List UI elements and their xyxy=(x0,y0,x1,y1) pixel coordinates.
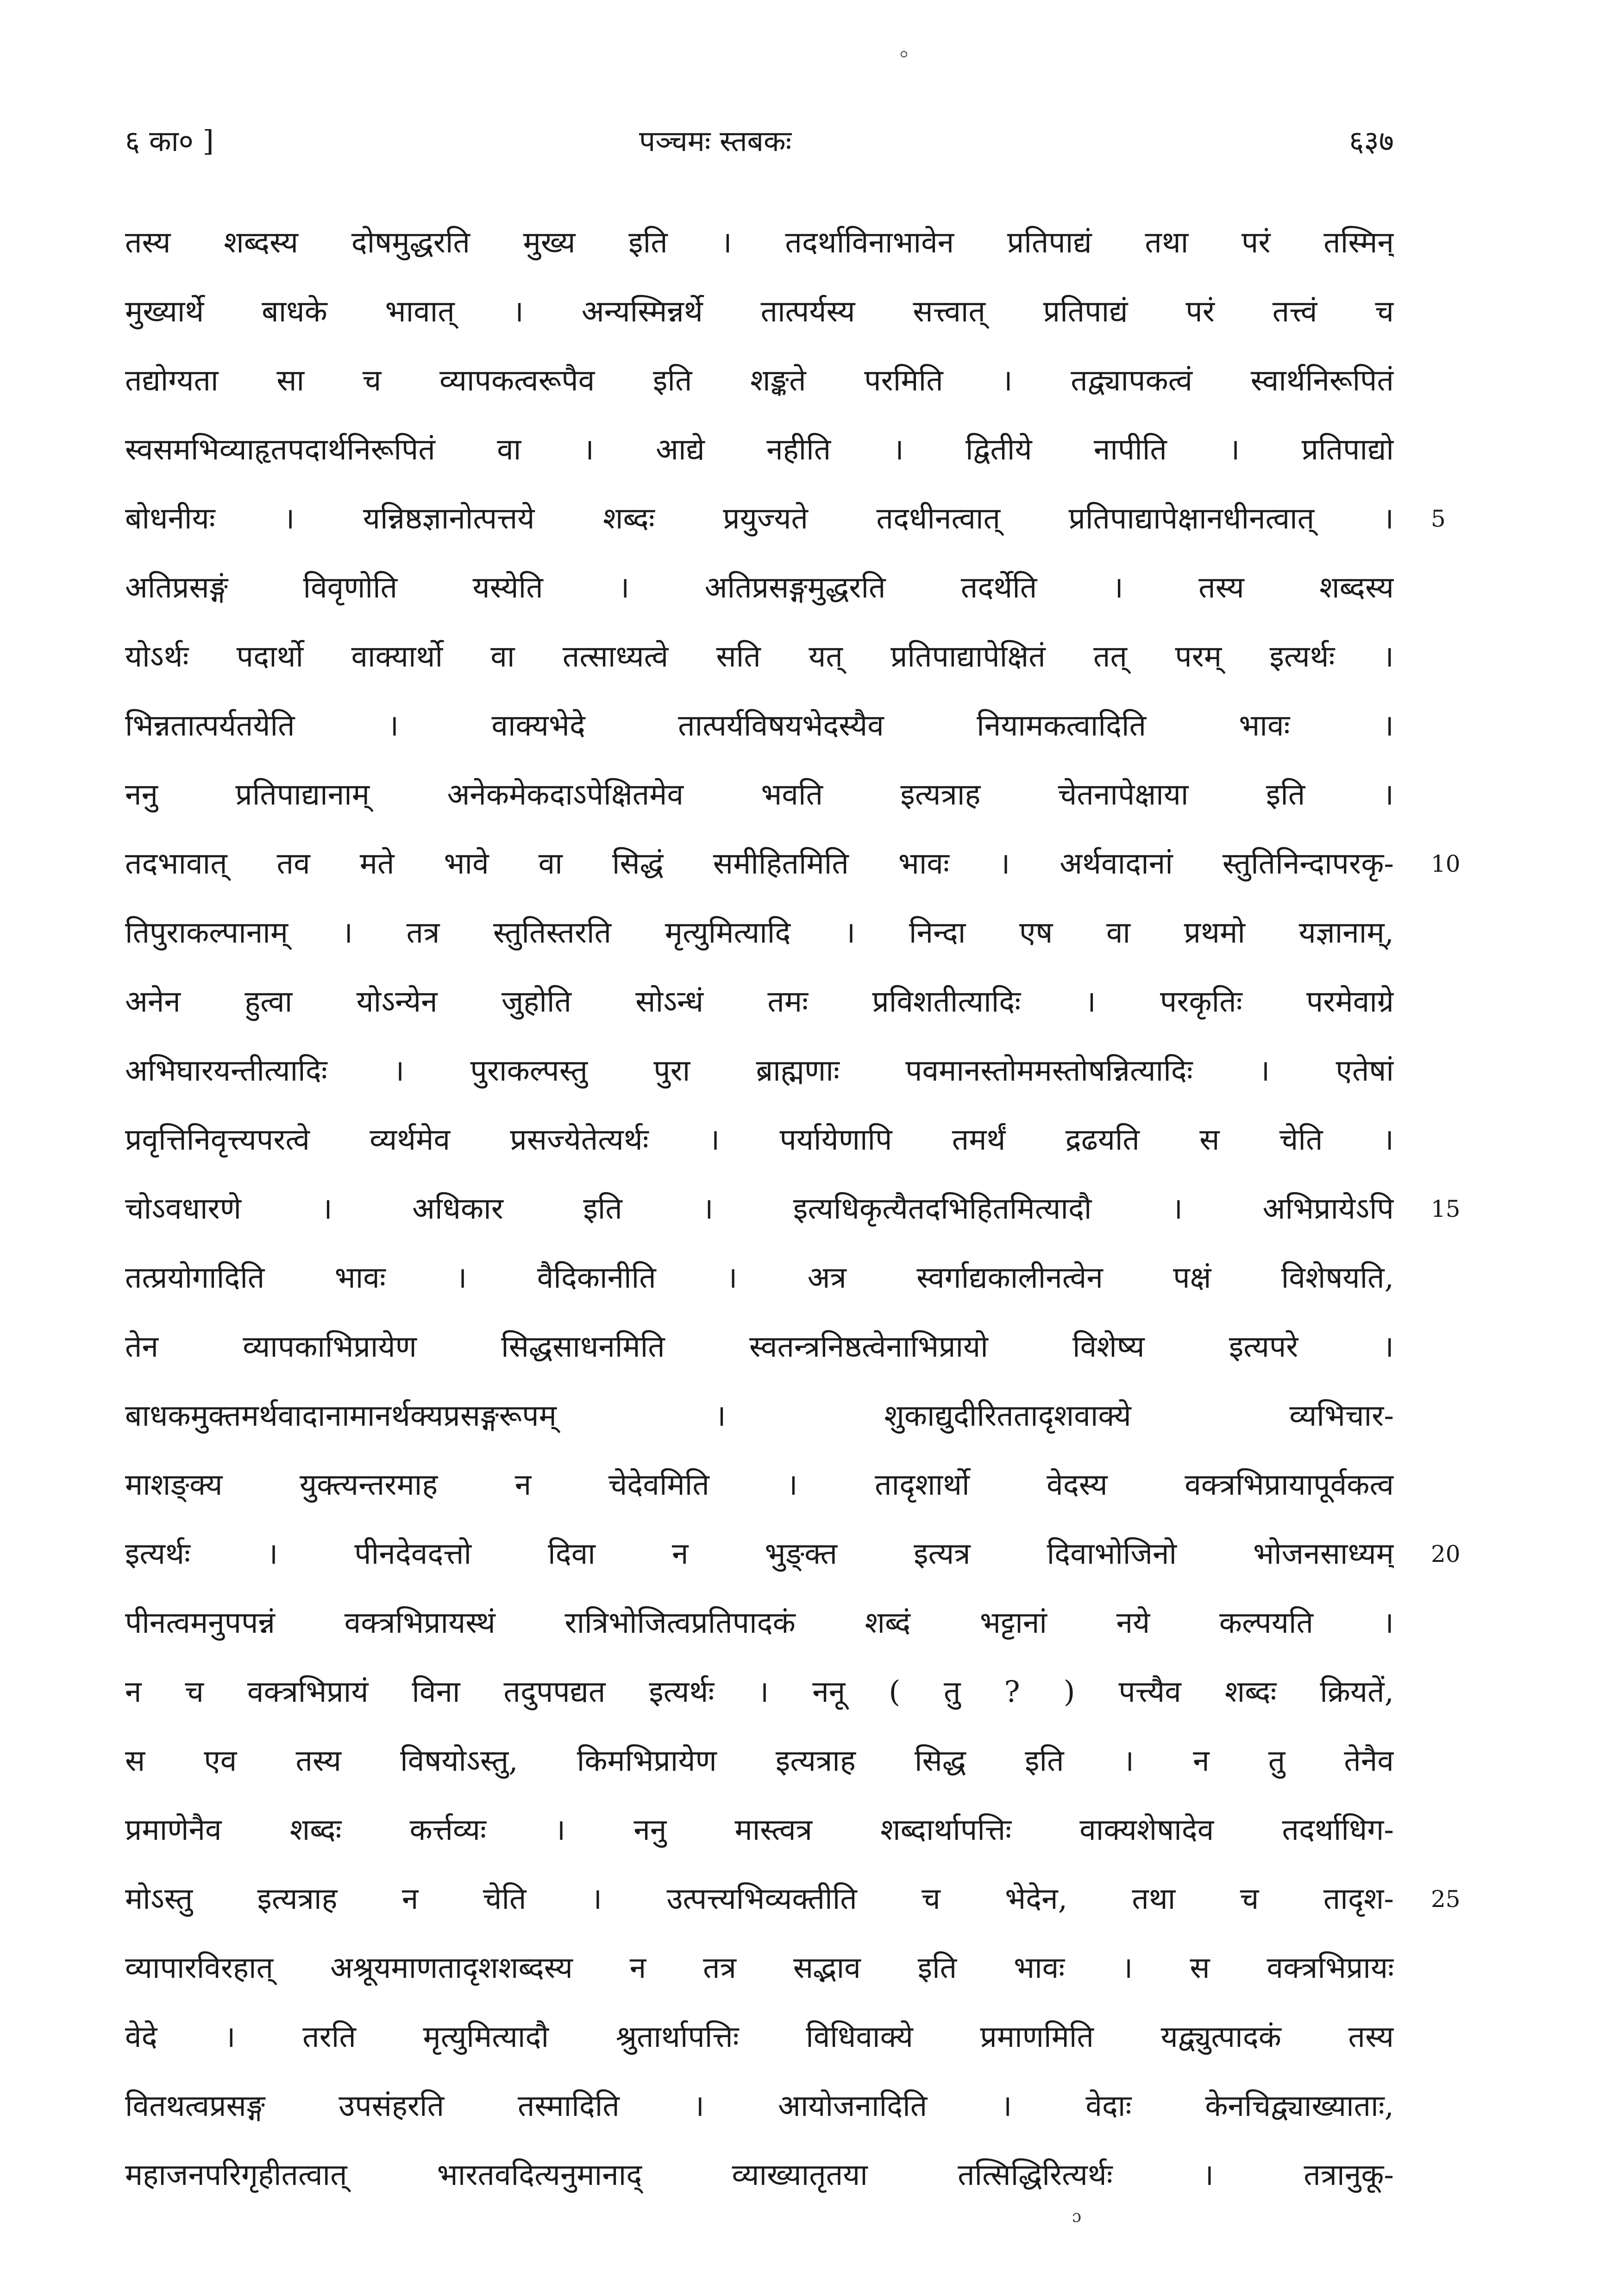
text-line: वेदे । तरति मृत्युमित्यादौ श्रुतार्थापत्तिः विधिवाक्ये प्रमाणमिति यद्व्युत्पादकं तस्य xyxy=(125,2020,1394,2054)
text-line: योऽर्थः पदार्थो वाक्यार्थो वा तत्साध्यत्वे सति यत् प्रतिपाद्यापेक्षितं तत् परम् इत्यर्थः । xyxy=(125,640,1394,674)
text-line: अतिप्रसङ्गं विवृणोति यस्येति । अतिप्रसङ्गमुद्धरति तदर्थेति । तस्य शब्दस्य xyxy=(125,571,1394,605)
text-line: तत्प्रयोगादिति भावः । वैदिकानीति । अत्र स्वर्गाद्यकालीनत्वेन पक्षं विशेषयति, xyxy=(125,1261,1394,1295)
line-number: 10 xyxy=(1431,850,1461,877)
text-line: इत्यर्थः । पीनदेवदत्तो दिवा न भुङ्क्त इत्यत्र दिवाभोजिनो भोजनसाध्यम् xyxy=(125,1537,1394,1571)
running-header xyxy=(125,116,1394,167)
text-line: स्वसमभिव्याहृतपदार्थनिरूपितं वा । आद्ये नहीति । द्वितीये नापीति । प्रतिपाद्यो xyxy=(125,433,1394,467)
text-line: अभिघारयन्तीत्यादिः । पुराकल्पस्तु पुरा ब्राह्मणाः पवमानस्तोममस्तोषन्नित्यादिः । एतेषां xyxy=(125,1054,1394,1088)
text-line: प्रवृत्तिनिवृत्त्यपरत्वे व्यर्थमेव प्रसज्येतेत्यर्थः । पर्यायेणापि तमर्थं द्रढयति स चेति । xyxy=(125,1123,1394,1157)
text-line: मोऽस्तु इत्यत्राह न चेति । उत्पत्त्यभिव्यक्तीति च भेदेन, तथा च तादृश- xyxy=(125,1882,1394,1916)
text-line: प्रमाणेनैव शब्दः कर्त्तव्यः । ननु मास्त्वत्र शब्दार्थापत्तिः वाक्यशेषादेव तदर्थाधिग- xyxy=(125,1813,1394,1847)
page-number: ६३७ xyxy=(1349,124,1394,158)
line-number: 15 xyxy=(1431,1196,1461,1222)
text-line: पीनत्वमनुपपन्नं वक्त्रभिप्रायस्थं रात्रिभोजित्वप्रतिपादकं शब्दं भट्टानां नये कल्पयति । xyxy=(125,1606,1394,1640)
text-line: महाजनपरिगृहीतत्वात् भारतवदित्यनुमानाद् व्याख्यातृतया तत्सिद्धिरित्यर्थः । तत्रानुकू- xyxy=(125,2158,1394,2192)
text-line: भिन्नतात्पर्यतयेति । वाक्यभेदे तात्पर्यविषयभेदस्यैव नियामकत्वादिति भावः । xyxy=(125,709,1394,743)
text-line: वितथत्वप्रसङ्ग उपसंहरति तस्मादिति । आयोजनादिति । वेदाः केनचिद्व्याख्याताः, xyxy=(125,2089,1394,2123)
text-line: ननु प्रतिपाद्यानाम् अनेकमेकदाऽपेक्षितमेव भवति इत्यत्राह चेतनापेक्षाया इति । xyxy=(125,778,1394,812)
text-line: तद्योग्यता सा च व्यापकत्वरूपैव इति शङ्कते परमिति । तद्व्यापकत्वं स्वार्थनिरूपितं xyxy=(125,364,1394,398)
text-line: तस्य शब्दस्य दोषमुद्धरति मुख्य इति । तदर्थाविनाभावेन प्रतिपाद्यं तथा परं तस्मिन् xyxy=(125,226,1394,260)
header-chapter-title: पञ्चमः स्तबकः xyxy=(639,124,792,158)
text-line: चोऽवधारणे । अधिकार इति । इत्यधिकृत्यैतदभिहितमित्यादौ । अभिप्रायेऽपि xyxy=(125,1192,1394,1226)
text-line: मुख्यार्थे बाधके भावात् । अन्यस्मिन्नर्थे तात्पर्यस्य सत्त्वात् प्रतिपाद्यं परं तत्त्वं च xyxy=(125,295,1394,329)
text-line: माशङ्क्य युक्त्यन्तरमाह न चेदेवमिति । तादृशार्थो वेदस्य वक्त्रभिप्रायापूर्वकत्व xyxy=(125,1468,1394,1502)
line-number: 20 xyxy=(1431,1541,1461,1567)
header-section-ref: ६ का० ] xyxy=(125,124,214,158)
text-line: अनेन हुत्वा योऽन्येन जुहोति सोऽन्धं तमः प्रविशतीत्यादिः । परकृतिः परमेवाग्रे xyxy=(125,985,1394,1019)
text-line: स एव तस्य विषयोऽस्तु, किमभिप्रायेण इत्यत्राह सिद्ध इति । न तु तेनैव xyxy=(125,1744,1394,1778)
text-line: तिपुराकल्पानाम् । तत्र स्तुतिस्तरति मृत्युमित्यादि । निन्दा एष वा प्रथमो यज्ञानाम्, xyxy=(125,916,1394,950)
line-number: 25 xyxy=(1431,1886,1461,1913)
page-bottom-mark: ɔ xyxy=(1072,2207,1082,2226)
text-line: बाधकमुक्तमर्थवादानामानर्थक्यप्रसङ्गरूपम् । शुकाद्युदीरिततादृशवाक्ये व्यभिचार- xyxy=(125,1399,1394,1433)
commentary-text-block xyxy=(125,208,1394,2210)
text-line: तेन व्यापकाभिप्रायेण सिद्धसाधनमिति स्वतन्त्रनिष्ठत्वेनाभिप्रायो विशेष्य इत्यपरे । xyxy=(125,1330,1394,1364)
text-line: व्यापारविरहात् अश्रूयमाणतादृशशब्दस्य न तत्र सद्भाव इति भावः । स वक्त्रभिप्रायः xyxy=(125,1951,1394,1985)
text-line: तदभावात् तव मते भावे वा सिद्धं समीहितमिति भावः । अर्थवादानां स्तुतिनिन्दापरकृ- xyxy=(125,847,1394,881)
line-number: 5 xyxy=(1431,505,1446,532)
text-line: न च वक्त्रभिप्रायं विना तदुपपद्यत इत्यर्थः । ननू ( तु ? ) पत्त्यैव शब्दः क्रियतें, xyxy=(125,1675,1394,1709)
text-line: बोधनीयः । यन्निष्ठज्ञानोत्पत्तये शब्दः प्रयुज्यते तदधीनत्वात् प्रतिपाद्यापेक्षानधीनत्वात् । xyxy=(125,502,1394,536)
page-speck xyxy=(901,51,907,57)
